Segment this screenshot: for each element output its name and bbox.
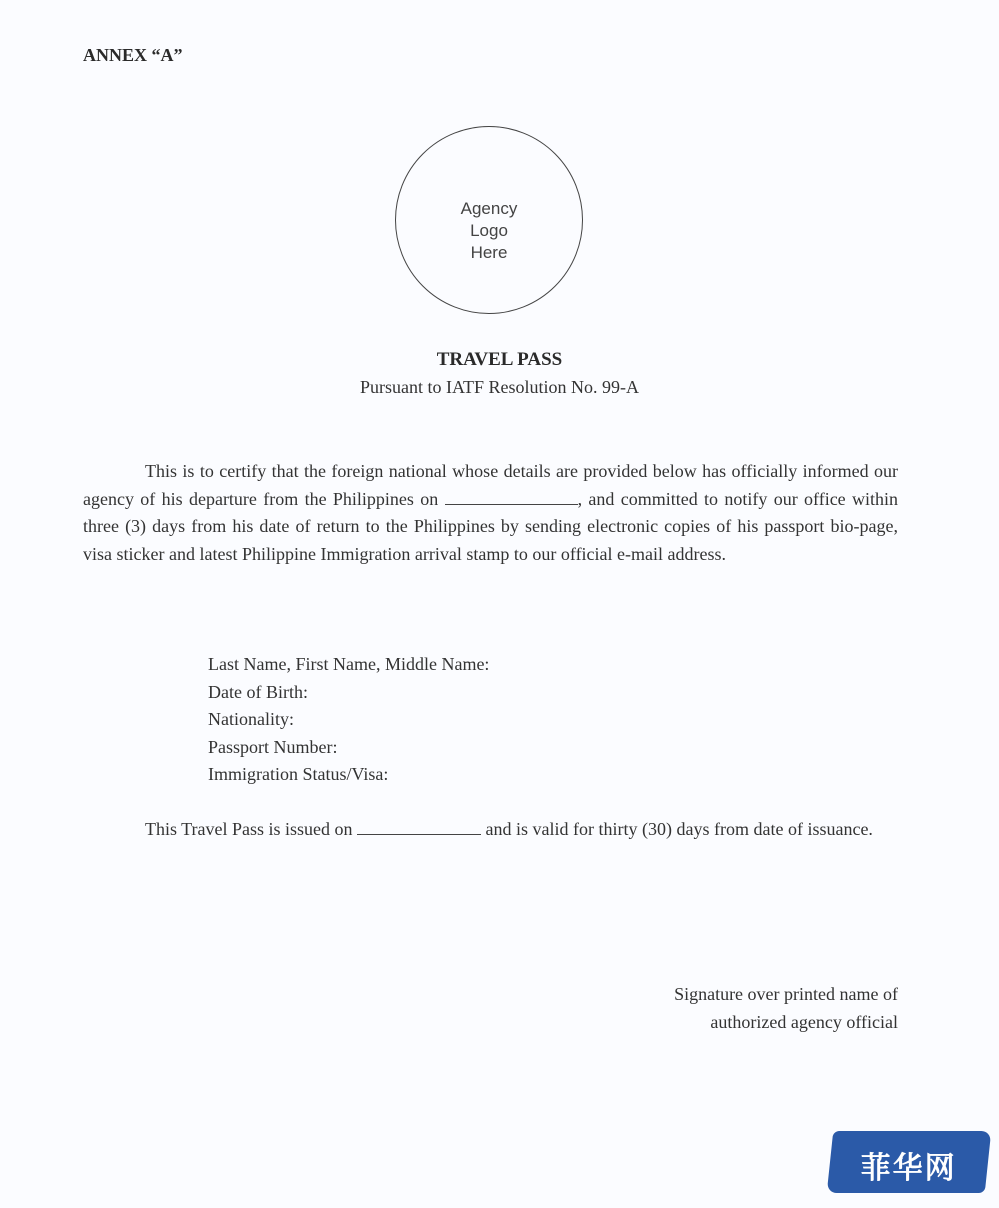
- logo-line: Agency: [460, 199, 518, 218]
- certification-text-part2: , and committed to notify our office within three (3) days from his date of return to the Philippines by sending electronic copies of his passport bio-page, visa sticker and latest Philippine Immigration arrival stamp to our official e-mail address.: [83, 488, 899, 564]
- signature-block: [674, 980, 898, 1036]
- certification-paragraph: [83, 458, 898, 568]
- site-watermark-logo: [827, 1131, 992, 1193]
- field-label-immigration-status: Immigration Status/Visa:: [208, 764, 389, 784]
- departure-date-blank: [445, 489, 578, 505]
- watermark-text: 菲华网: [860, 1151, 957, 1186]
- certification-text-part1: This is to certify that the foreign national whose details are provided below has officially informed our agency of his departure from the Philippines on: [83, 461, 898, 509]
- logo-placeholder-text: [396, 198, 582, 264]
- traveler-details-list: [208, 651, 489, 789]
- agency-logo-placeholder: [395, 126, 583, 314]
- issuance-text-part2: and is valid for thirty (30) days from date of issuance.: [485, 819, 873, 839]
- signature-line-1: Signature over printed name of: [674, 984, 898, 1004]
- logo-line: Logo: [470, 221, 508, 240]
- issue-date-blank: [357, 819, 481, 835]
- field-label-nationality: Nationality:: [208, 709, 294, 729]
- annex-label: ANNEX “A”: [83, 45, 183, 65]
- field-label-passport-number: Passport Number:: [208, 736, 338, 757]
- issuance-text-part1: This Travel Pass is issued on: [145, 819, 353, 839]
- logo-line: Here: [470, 243, 508, 262]
- issuance-paragraph: [83, 815, 895, 843]
- document-subtitle: Pursuant to IATF Resolution No. 99-A: [360, 377, 639, 397]
- signature-line-2: authorized agency official: [710, 1012, 898, 1032]
- field-label-date-of-birth: Date of Birth:: [208, 681, 308, 702]
- field-label-full-name: Last Name, First Name, Middle Name:: [208, 654, 490, 674]
- document-title: TRAVEL PASS: [436, 349, 563, 370]
